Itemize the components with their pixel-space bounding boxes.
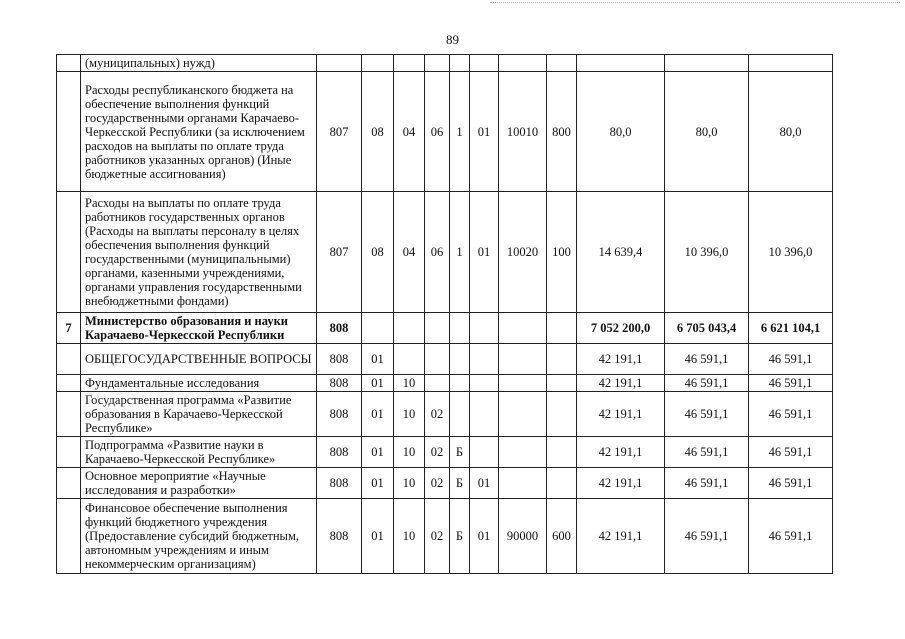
target-code-part2-cell [450, 392, 470, 437]
target-code-part3-cell [470, 313, 499, 344]
amount-year2-cell: 46 591,1 [665, 344, 749, 375]
target-code-part3-cell: 01 [470, 468, 499, 499]
row-name-cell: (муниципальных) нужд) [81, 55, 317, 72]
target-code-part2-cell [450, 313, 470, 344]
target-code-part3-cell: 01 [470, 499, 499, 574]
expense-type-cell [547, 392, 577, 437]
row-name-cell: Государственная программа «Развитие образования в Карачаево-Черкесской Республике» [81, 392, 317, 437]
amount-year1-cell: 42 191,1 [577, 344, 665, 375]
amount-year3-cell: 46 591,1 [749, 468, 833, 499]
target-code-part4-cell: 90000 [499, 499, 547, 574]
row-number-cell [57, 392, 81, 437]
table-row [57, 499, 833, 574]
target-code-part2-cell: Б [450, 468, 470, 499]
section-code-cell: 01 [362, 344, 394, 375]
subsection-code-cell [394, 344, 425, 375]
amount-year2-cell: 46 591,1 [665, 392, 749, 437]
subsection-code-cell: 04 [394, 192, 425, 313]
row-name-cell: Расходы на выплаты по оплате труда работников государственных органов (Расходы на выплаты персоналу в целях обеспечения выполнения функций государственными (муниципальными) органами, казенными учреждениями, органами управления государственными внебюджетными фондами) [81, 192, 317, 313]
expense-type-cell [547, 313, 577, 344]
amount-year1-cell: 42 191,1 [577, 375, 665, 392]
target-code-part1-cell: 02 [425, 437, 450, 468]
target-code-part2-cell: Б [450, 437, 470, 468]
expense-type-cell: 100 [547, 192, 577, 313]
grbs-code-cell: 807 [317, 72, 362, 192]
amount-year2-cell [665, 55, 749, 72]
amount-year1-cell: 42 191,1 [577, 499, 665, 574]
target-code-part4-cell [499, 313, 547, 344]
expense-type-cell [547, 344, 577, 375]
target-code-part4-cell: 10010 [499, 72, 547, 192]
target-code-part3-cell: 01 [470, 72, 499, 192]
target-code-part2-cell: 1 [450, 72, 470, 192]
amount-year3-cell: 46 591,1 [749, 375, 833, 392]
section-code-cell: 01 [362, 375, 394, 392]
target-code-part1-cell [425, 55, 450, 72]
amount-year3-cell: 46 591,1 [749, 392, 833, 437]
row-number-cell [57, 499, 81, 574]
target-code-part4-cell [499, 344, 547, 375]
grbs-code-cell: 808 [317, 375, 362, 392]
target-code-part1-cell: 06 [425, 72, 450, 192]
expense-type-cell [547, 375, 577, 392]
amount-year2-cell: 46 591,1 [665, 468, 749, 499]
subsection-code-cell: 04 [394, 72, 425, 192]
expense-type-cell [547, 437, 577, 468]
target-code-part1-cell: 02 [425, 499, 450, 574]
target-code-part2-cell [450, 55, 470, 72]
row-number-cell [57, 192, 81, 313]
amount-year3-cell: 80,0 [749, 72, 833, 192]
table-row [57, 55, 833, 72]
target-code-part1-cell [425, 313, 450, 344]
row-number-cell [57, 468, 81, 499]
target-code-part3-cell [470, 344, 499, 375]
subsection-code-cell: 10 [394, 437, 425, 468]
table-row [57, 468, 833, 499]
row-name-cell: Финансовое обеспечение выполнения функций бюджетного учреждения (Предоставление субсидий бюджетным, автономным учреждениям и иным некоммерческим организациям) [81, 499, 317, 574]
section-code-cell: 08 [362, 192, 394, 313]
grbs-code-cell: 808 [317, 499, 362, 574]
expense-type-cell: 800 [547, 72, 577, 192]
section-code-cell: 01 [362, 437, 394, 468]
row-number-cell [57, 375, 81, 392]
table-row [57, 192, 833, 313]
target-code-part3-cell [470, 437, 499, 468]
target-code-part1-cell: 02 [425, 468, 450, 499]
subsection-code-cell: 10 [394, 468, 425, 499]
target-code-part1-cell: 02 [425, 392, 450, 437]
grbs-code-cell: 807 [317, 192, 362, 313]
page-number: 89 [446, 32, 459, 47]
target-code-part2-cell [450, 344, 470, 375]
amount-year1-cell: 7 052 200,0 [577, 313, 665, 344]
subsection-code-cell: 10 [394, 499, 425, 574]
target-code-part1-cell [425, 344, 450, 375]
row-number-cell: 7 [57, 313, 81, 344]
target-code-part3-cell [470, 375, 499, 392]
grbs-code-cell: 808 [317, 437, 362, 468]
grbs-code-cell: 808 [317, 392, 362, 437]
expense-type-cell [547, 468, 577, 499]
row-name-cell: Фундаментальные исследования [81, 375, 317, 392]
amount-year3-cell: 46 591,1 [749, 499, 833, 574]
row-name-cell: Министерство образования и науки Карачаево-Черкесской Республики [81, 313, 317, 344]
table-row [57, 313, 833, 344]
subsection-code-cell: 10 [394, 392, 425, 437]
amount-year1-cell: 42 191,1 [577, 392, 665, 437]
target-code-part4-cell: 10020 [499, 192, 547, 313]
amount-year2-cell: 80,0 [665, 72, 749, 192]
target-code-part2-cell: 1 [450, 192, 470, 313]
amount-year2-cell: 46 591,1 [665, 437, 749, 468]
amount-year3-cell: 10 396,0 [749, 192, 833, 313]
table-row [57, 437, 833, 468]
target-code-part1-cell: 06 [425, 192, 450, 313]
target-code-part2-cell [450, 375, 470, 392]
amount-year2-cell: 6 705 043,4 [665, 313, 749, 344]
expense-type-cell [547, 55, 577, 72]
amount-year3-cell: 46 591,1 [749, 344, 833, 375]
grbs-code-cell: 808 [317, 344, 362, 375]
amount-year1-cell: 42 191,1 [577, 468, 665, 499]
amount-year3-cell [749, 55, 833, 72]
budget-table [56, 54, 833, 574]
target-code-part4-cell [499, 55, 547, 72]
section-code-cell: 08 [362, 72, 394, 192]
amount-year2-cell: 46 591,1 [665, 375, 749, 392]
target-code-part4-cell [499, 392, 547, 437]
target-code-part3-cell [470, 55, 499, 72]
row-number-cell [57, 437, 81, 468]
row-number-cell [57, 344, 81, 375]
grbs-code-cell: 808 [317, 468, 362, 499]
table-row [57, 72, 833, 192]
expense-type-cell: 600 [547, 499, 577, 574]
row-name-cell: Расходы республиканского бюджета на обеспечение выполнения функций государственными органами Карачаево-Черкесской Республики (за исключением расходов на выплаты по оплате труда работников указанных органов) (Иные бюджетные ассигнования) [81, 72, 317, 192]
table-row [57, 375, 833, 392]
amount-year2-cell: 10 396,0 [665, 192, 749, 313]
amount-year1-cell: 14 639,4 [577, 192, 665, 313]
target-code-part2-cell: Б [450, 499, 470, 574]
table-row [57, 344, 833, 375]
row-number-cell [57, 55, 81, 72]
amount-year1-cell [577, 55, 665, 72]
row-name-cell: Основное мероприятие «Научные исследования и разработки» [81, 468, 317, 499]
target-code-part3-cell: 01 [470, 192, 499, 313]
grbs-code-cell: 808 [317, 313, 362, 344]
amount-year3-cell: 6 621 104,1 [749, 313, 833, 344]
section-code-cell [362, 55, 394, 72]
section-code-cell: 01 [362, 392, 394, 437]
section-code-cell: 01 [362, 468, 394, 499]
target-code-part4-cell [499, 468, 547, 499]
target-code-part1-cell [425, 375, 450, 392]
target-code-part4-cell [499, 437, 547, 468]
section-code-cell [362, 313, 394, 344]
amount-year3-cell: 46 591,1 [749, 437, 833, 468]
section-code-cell: 01 [362, 499, 394, 574]
subsection-code-cell [394, 55, 425, 72]
row-name-cell: Подпрограмма «Развитие науки в Карачаево-Черкесской Республике» [81, 437, 317, 468]
subsection-code-cell [394, 313, 425, 344]
row-name-cell: ОБЩЕГОСУДАРСТВЕННЫЕ ВОПРОСЫ [81, 344, 317, 375]
grbs-code-cell [317, 55, 362, 72]
table-row [57, 392, 833, 437]
target-code-part3-cell [470, 392, 499, 437]
row-number-cell [57, 72, 81, 192]
amount-year1-cell: 80,0 [577, 72, 665, 192]
amount-year1-cell: 42 191,1 [577, 437, 665, 468]
target-code-part4-cell [499, 375, 547, 392]
subsection-code-cell: 10 [394, 375, 425, 392]
amount-year2-cell: 46 591,1 [665, 499, 749, 574]
scan-edge-line [490, 2, 900, 3]
